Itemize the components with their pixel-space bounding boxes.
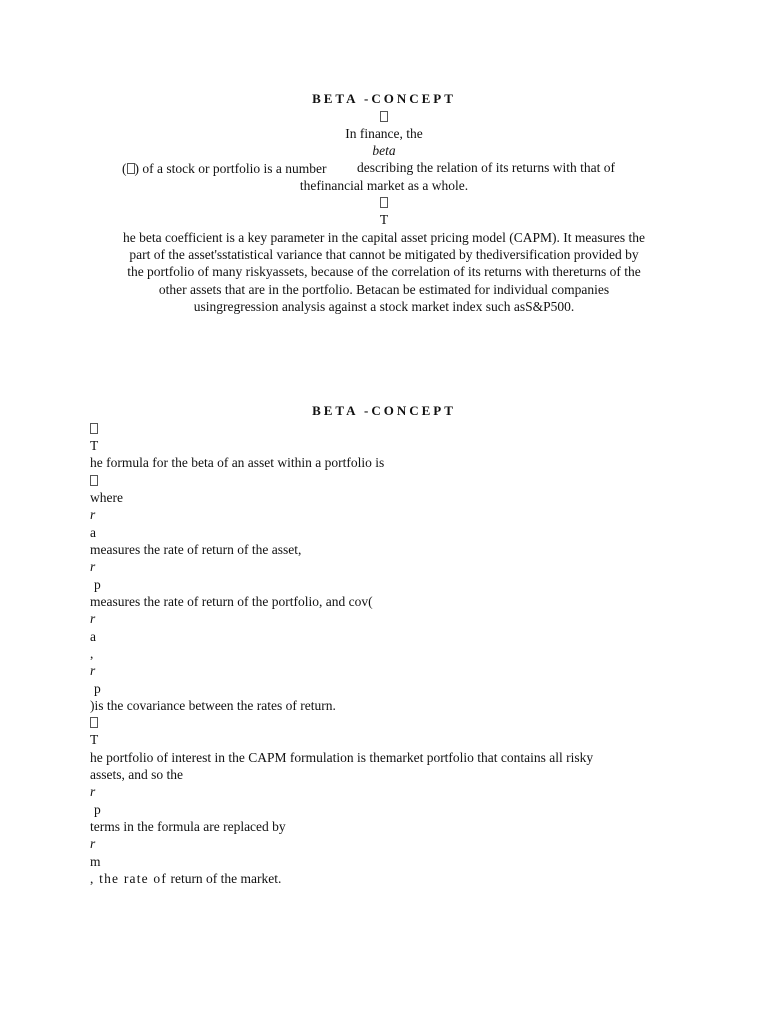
drop-cap: T [379, 212, 389, 227]
bullet-icon [90, 714, 98, 731]
slide2-heading: BETA -CONCEPT [312, 403, 456, 418]
subscript-m: m [90, 854, 101, 869]
text-line: terms in the formula are replaced by [90, 819, 286, 834]
market-line: thefinancial market as a whole. [299, 178, 469, 193]
variable-r: r [90, 784, 96, 799]
subscript-a: a [90, 525, 96, 540]
slide1-intro: In finance, the [345, 126, 423, 141]
text-line: measures the rate of return of the asset, [90, 542, 302, 557]
bullet-icon [0, 194, 768, 211]
bullet-icon [0, 108, 768, 125]
variable-r: r [90, 663, 96, 678]
paragraph-line: the portfolio of many riskyassets, because of the correlation of its returns with thereturns of the [127, 264, 641, 279]
text-fragment: , the rate of [90, 871, 168, 886]
beta-definition-continued: describing the relation of its returns with that of [357, 160, 615, 175]
variable-r: r [90, 611, 96, 626]
paragraph-line: part of the asset'sstatistical variance that cannot be mitigated by thediversification provided by [129, 247, 639, 262]
bullet-icon [90, 420, 98, 437]
subscript-a: a [90, 629, 96, 644]
variable-r: r [90, 559, 96, 574]
beta-symbol-icon [127, 163, 135, 174]
variable-r: r [90, 836, 96, 851]
text-line: measures the rate of return of the portfolio, and cov( [90, 594, 373, 609]
bullet-icon [90, 472, 98, 489]
text-line: )is the covariance between the rates of return. [90, 698, 336, 713]
variable-r: r [90, 507, 96, 522]
comma: , [90, 646, 94, 661]
paragraph-line: other assets that are in the portfolio. Betacan be estimated for individual companies [158, 282, 610, 297]
paragraph-line: he beta coefficient is a key parameter in the capital asset pricing model (CAPM). It measures the [123, 230, 645, 245]
beta-definition-line: ( ) of a stock or portfolio is a number [122, 161, 327, 176]
text-line: he portfolio of interest in the CAPM formulation is themarket portfolio that contains all risky [90, 750, 594, 765]
text-line [90, 870, 281, 887]
text-line: where [90, 490, 123, 505]
beta-term: beta [372, 143, 396, 158]
text-fragment: return of the market. [170, 871, 282, 886]
text-line: assets, and so the [90, 767, 183, 782]
text-line: he formula for the beta of an asset within a portfolio is [90, 455, 385, 470]
subscript-p: p [94, 802, 101, 817]
subscript-p: p [94, 681, 101, 696]
subscript-p: p [94, 577, 101, 592]
slide1-heading: BETA -CONCEPT [312, 91, 456, 106]
drop-cap: T [90, 438, 99, 453]
paragraph-line: usingregression analysis against a stock market index such asS&P500. [193, 299, 575, 314]
drop-cap: T [90, 732, 99, 747]
